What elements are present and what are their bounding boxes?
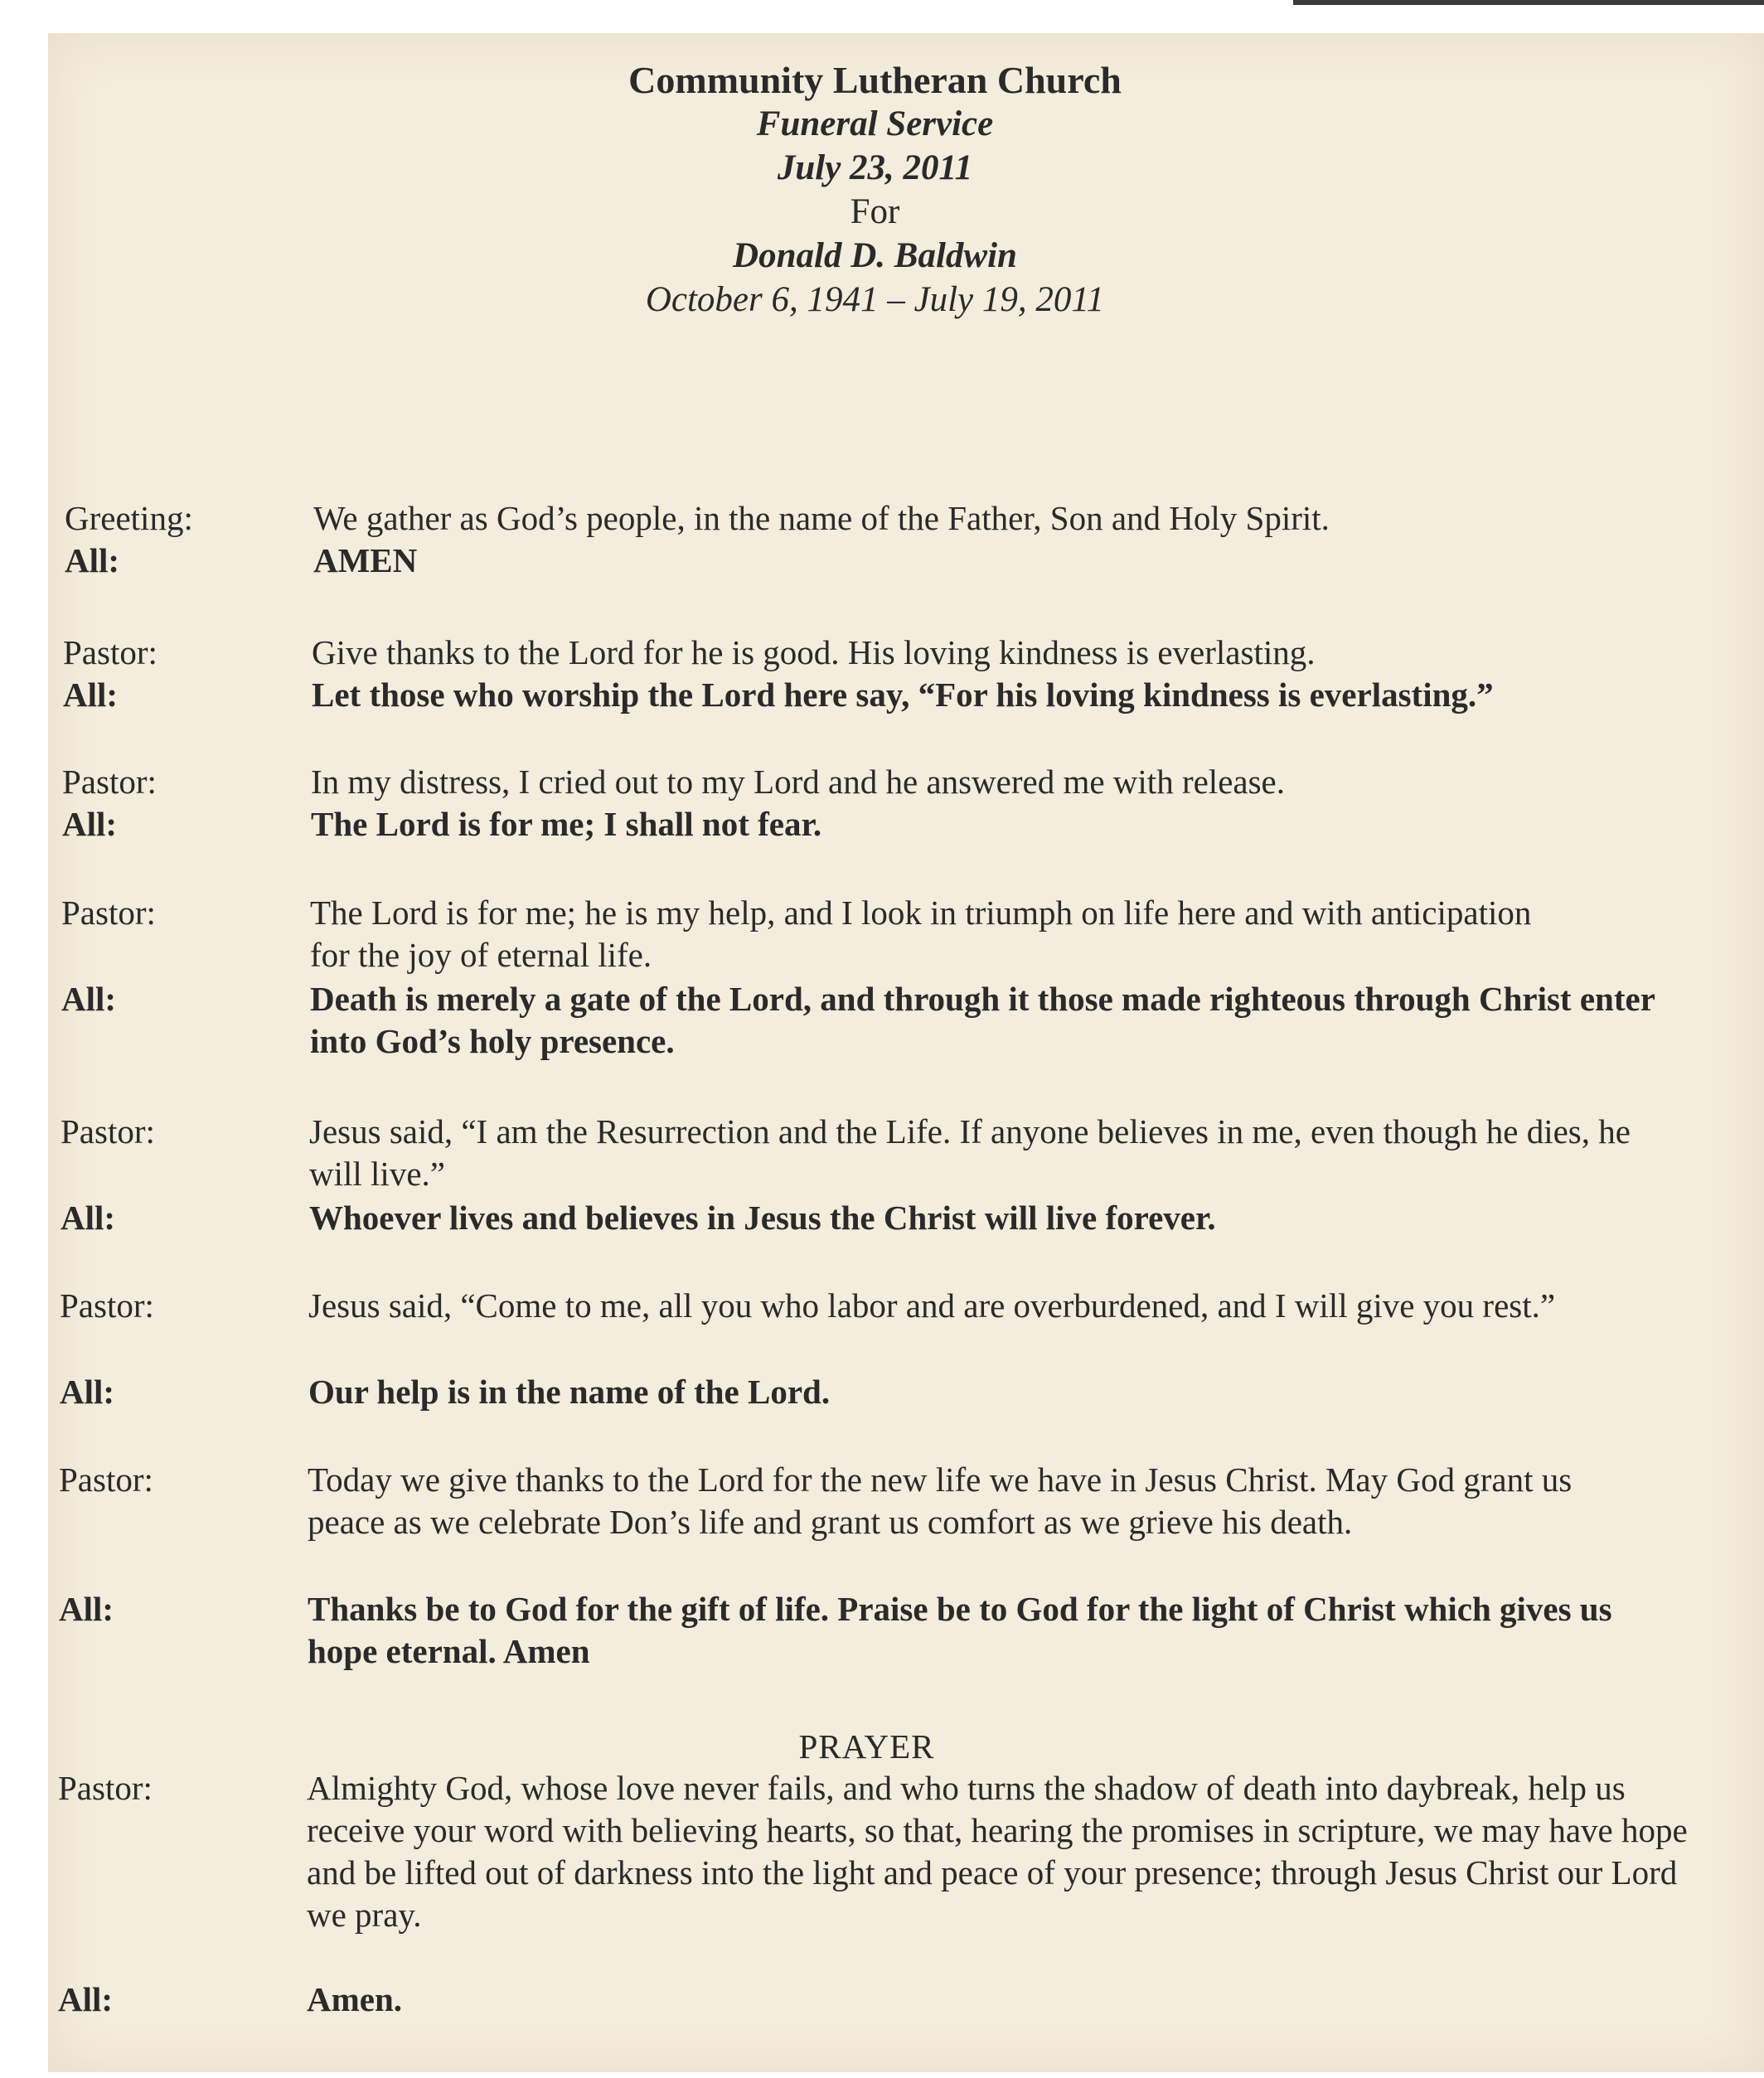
lifespan-dates: October 6, 1941 – July 19, 2011 [645, 280, 1105, 319]
response-text: Death is merely a gate of the Lord, and through it those made righteous through Christ enter into God’s holy presence. [310, 980, 1655, 1060]
speaker-label: Pastor: [61, 1112, 155, 1150]
speaker-label: All: [65, 541, 120, 579]
speaker-label: Pastor: [60, 1286, 154, 1325]
response-text: Let those who worship the Lord here say, “For his loving kindness is everlasting.” [312, 676, 1494, 714]
speaker-label: All: [59, 1590, 114, 1628]
program-header [48, 58, 1702, 322]
speaker-label: All: [63, 676, 119, 714]
page-edge [1293, 0, 1764, 5]
speaker-label: All: [62, 805, 118, 843]
response-text: Thanks be to God for the gift of life. Praise be to God for the light of Christ which gives us hope eternal. Amen [308, 1590, 1612, 1670]
pastor-text: Today we give thanks to the Lord for the new life we have in Jesus Christ. May God grant us peace as we celebrate Don’s life and grant us comfort as we grieve his death. [308, 1460, 1573, 1541]
speaker-label: Pastor: [61, 894, 156, 932]
speaker-label: Pastor: [59, 1460, 153, 1499]
pastor-text: Give thanks to the Lord for he is good. His loving kindness is everlasting. [312, 633, 1316, 671]
response-text: Amen. [307, 1980, 403, 2018]
service-title: Funeral Service [756, 104, 994, 143]
speaker-label: Pastor: [58, 1769, 153, 1807]
speaker-label: Pastor: [62, 763, 157, 801]
service-date: July 23, 2011 [777, 148, 973, 187]
speaker-label: All: [61, 980, 117, 1018]
speaker-label: Greeting: [65, 499, 193, 537]
pastor-text: Jesus said, “Come to me, all you who labor and are overburdened, and I will give you rest.” [308, 1286, 1556, 1325]
church-name: Community Lutheran Church [628, 59, 1122, 101]
speaker-label: All: [60, 1373, 115, 1411]
pastor-text: The Lord is for me; he is my help, and I look in triumph on life here and with anticipation for the joy of eternal life. [310, 894, 1532, 974]
pastor-text: We gather as God’s people, in the name of the Father, Son and Holy Spirit. [313, 499, 1330, 537]
prayer-text: Almighty God, whose love never fails, and who turns the shadow of death into daybreak, help us receive your word with believing hearts, so that, hearing the promises in scripture, we may have hope and be lifted out of darkness into the light and peace of your presence; through Jesus Christ our Lord we pray. [307, 1769, 1688, 1934]
prayer-heading: PRAYER [798, 1727, 935, 1766]
response-text: AMEN [313, 541, 418, 579]
pastor-text: In my distress, I cried out to my Lord and he answered me with release. [311, 763, 1285, 801]
speaker-label: All: [58, 1980, 114, 2018]
response-text: Whoever lives and believes in Jesus the Christ will live forever. [309, 1199, 1216, 1237]
speaker-label: Pastor: [63, 633, 158, 671]
deceased-name: Donald D. Baldwin [733, 236, 1017, 275]
response-text: Our help is in the name of the Lord. [308, 1373, 831, 1411]
for-label: For [850, 192, 900, 231]
speaker-label: All: [61, 1199, 116, 1237]
pastor-text: Jesus said, “I am the Resurrection and the Life. If anyone believes in me, even though he dies, he will live.” [309, 1112, 1631, 1193]
program-page [48, 33, 1764, 2072]
response-text: The Lord is for me; I shall not fear. [311, 805, 822, 843]
